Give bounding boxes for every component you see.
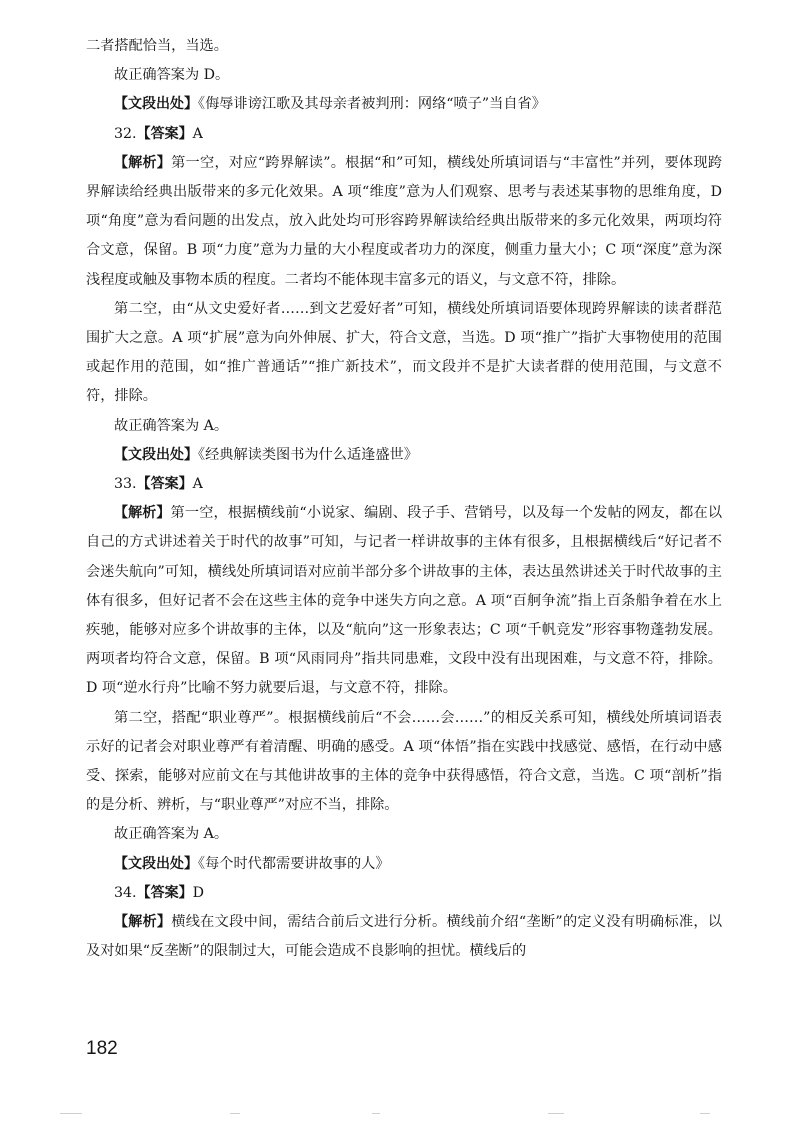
analysis-text: 第一空，根据横线前“小说家、编剧、段子手、营销号，以及每一个发帖的网友，都在以自己的方式讲述着关于时代的故事”可知，与记者一样讲故事的主体有很多，且根据横线后“好记者不会迷失航向”可知，横线处所填词语对应前半部分多个讲故事的主体，表达虽然讲述关于时代故事的主体有很多，但好记者不会在这些主体的竞争中迷失方向之意。A 项“百舸争流”指上百条船争着在水上疾驰，能够对应多个讲故事的主体，以及“航向”这一形象表达；C 项“千帆竞发”形容事物蓬勃发展。两项者均符合文意，保留。B 项“风雨同舟”指共同患难，文段中没有出现困难，与文意不符，排除。D 项“逆水行舟”比喻不努力就要后退，与文意不符，排除。 (86, 505, 723, 697)
scan-mark (700, 1113, 710, 1114)
source-label: 【文段出处】 (114, 446, 198, 463)
text-line: 二者搭配恰当，当选。 (86, 38, 228, 54)
question-number: 32. (114, 125, 137, 142)
analysis-text: 横线在文段中间，需结合前后文进行分析。横线前介绍“垄断”的定义没有明确标准，以及对如果“反垄断”的限制过大，可能会造成不良影响的担忧。横线后的 (86, 914, 723, 960)
source-title: 《经典解读类图书为什么适逢盛世》 (198, 446, 418, 463)
body-paragraph: 第二空，由“从文史爱好者……到文艺爱好者”可知，横线处所填词语要体现跨界解读的读者群范围扩大之意。A 项“扩展”意为向外伸展、扩大，符合文意，当选。D 项“推广”指扩大事物使用的范围或起作用的范围，如“推广普通话”“推广新技术”，而文段并不是扩大读者群的使用范围，与文意不符，排除。 (86, 300, 722, 405)
source-title: 《每个时代都需要讲故事的人》 (198, 855, 390, 872)
source-line (86, 90, 722, 119)
scan-mark (230, 1113, 240, 1114)
analysis-label: 【解析】 (114, 505, 171, 522)
answer-line (86, 879, 722, 908)
source-line (86, 441, 722, 470)
source-line (86, 850, 722, 879)
analysis-text: 第一空，对应“跨界解读”。根据“和”可知，横线处所填词语与“丰富性”并列，要体现跨界解读给经典出版带来的多元化效果。A 项“维度”意为人们观察、思考与表述某事物的思维角度，D 项“角度”意为看问题的出发点，放入此处均可形容跨界解读给经典出版带来的多元化效果，两项均符合文意，保留。B 项“力度”意为力量的大小程度或者功力的深度，侧重力量大小；C 项“深度”意为深浅程度或触及事物本质的程度。二者均不能体现丰富多元的语义，与文意不符，排除。 (86, 154, 723, 288)
scan-mark (372, 1113, 380, 1114)
answer-value: A (192, 125, 203, 142)
answer-line (86, 120, 722, 149)
answer-label: 【答案】 (136, 476, 193, 493)
page-number: 182 (86, 1038, 118, 1059)
conclusion-line: 故正确答案为 D。 (114, 67, 230, 84)
scan-mark (548, 1113, 564, 1114)
question-number: 34. (114, 884, 137, 901)
source-label: 【文段出处】 (114, 855, 198, 872)
analysis-label: 【解析】 (114, 914, 172, 931)
answer-value: D (192, 884, 204, 901)
conclusion-line: 故正确答案为 A。 (114, 417, 229, 434)
source-label: 【文段出处】 (114, 96, 198, 113)
answer-line (86, 470, 722, 499)
answer-label: 【答案】 (136, 125, 193, 142)
analysis-label: 【解析】 (114, 154, 172, 171)
analysis-paragraph (86, 499, 722, 703)
answer-value: A (192, 476, 203, 493)
body-paragraph: 第二空，搭配“职业尊严”。根据横线前后“不会……会……”的相反关系可知，横线处所填词语表示好的记者会对职业尊严有着清醒、明确的感受。A 项“体悟”指在实践中找感觉、感悟，在行动中感受、探索，能够对应前文在与其他讲故事的主体的竞争中获得感悟，符合文意，当选。C 项“剖析”指的是分析、辨析，与“职业尊严”对应不当，排除。 (86, 709, 722, 814)
analysis-paragraph (86, 908, 722, 966)
answer-label: 【答案】 (136, 884, 193, 901)
page-body (86, 32, 722, 967)
source-title: 《侮辱诽谤江歌及其母亲者被判刑：网络“喷子”当自省》 (198, 96, 546, 113)
scan-mark (60, 1113, 82, 1114)
question-number: 33. (114, 476, 137, 493)
analysis-paragraph (86, 149, 722, 295)
conclusion-line: 故正确答案为 A。 (114, 826, 229, 843)
